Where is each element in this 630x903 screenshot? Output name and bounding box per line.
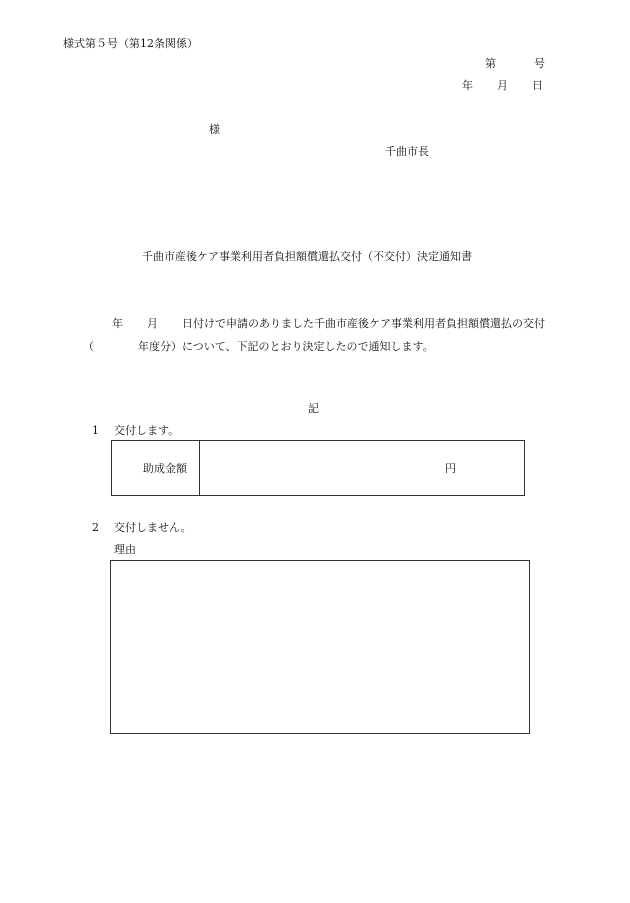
doc-number-prefix: 第 (485, 57, 496, 70)
section2-label: 交付しません。 (114, 521, 192, 534)
body-line2-text: 年度分）について、下記のとおり決定したので通知します。 (138, 340, 434, 353)
form-number: 様式第５号（第12条関係） (63, 37, 198, 50)
addressee-suffix: 様 (209, 123, 220, 136)
body-line1-text: 日付けで申請のありました千曲市産後ケア事業利用者負担額償還払の交付 (182, 317, 545, 330)
doc-number-suffix: 号 (534, 57, 545, 70)
date-day-label: 日 (532, 79, 543, 92)
reason-box[interactable] (110, 560, 530, 734)
issuer-name: 千曲市長 (385, 145, 429, 158)
amount-label: 助成金額 (143, 462, 187, 475)
body-month-label: 月 (147, 317, 158, 330)
amount-table (111, 440, 525, 496)
reason-label: 理由 (114, 543, 136, 556)
body-line2-open-paren: （ (83, 340, 94, 353)
ki-heading: 記 (308, 402, 319, 415)
section2-number: 2 (92, 521, 99, 534)
body-year-label: 年 (112, 317, 123, 330)
document-title: 千曲市産後ケア事業利用者負担額償還払交付（不交付）決定通知書 (142, 250, 472, 263)
section1-number: 1 (92, 424, 99, 437)
amount-unit: 円 (445, 462, 456, 475)
date-year-label: 年 (462, 79, 473, 92)
section1-label: 交付します。 (114, 424, 180, 437)
date-month-label: 月 (497, 79, 508, 92)
